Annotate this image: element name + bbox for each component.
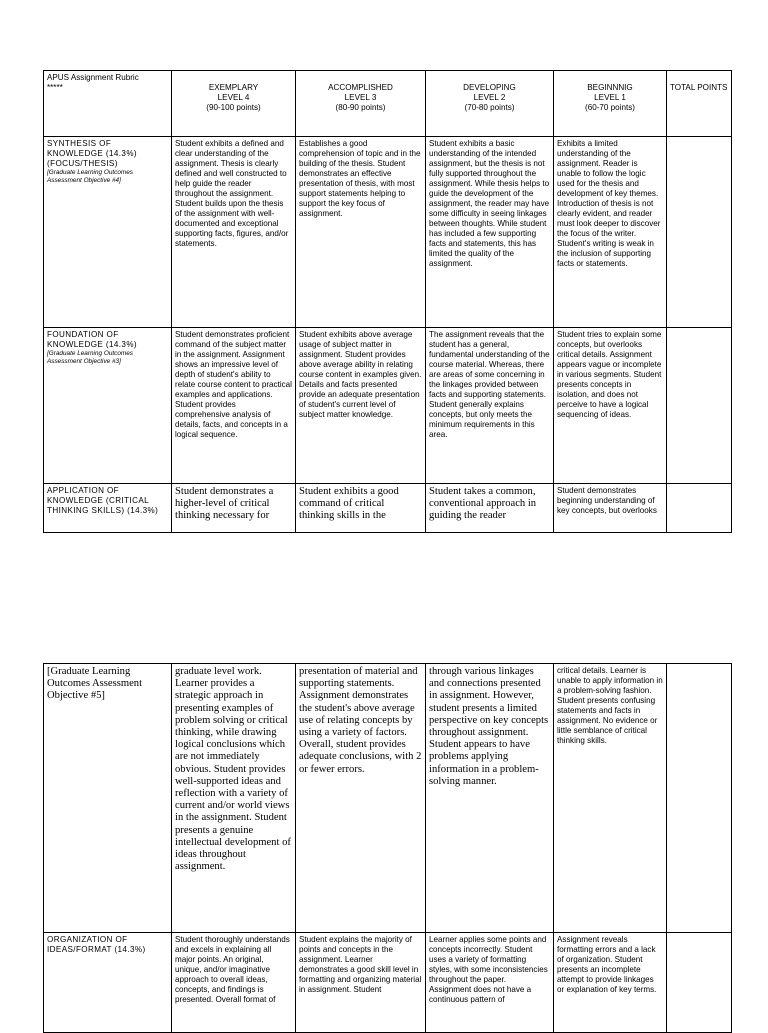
level-number: LEVEL 2: [473, 93, 506, 102]
header-level-3: [296, 71, 426, 137]
cell-level-2: Student exhibits a basic understanding of the intended assignment, but the thesis is not fully supported throughout the assignment. While thesis helps to guide the development of the assignment, the reader may have some difficulty in seeing linkages between thoughts. While student has included a few supporting facts and statements, this has limited the quality of the assignment.: [426, 137, 554, 328]
cell-level-2: Student takes a common, conventional approach in guiding the reader: [426, 484, 554, 533]
criterion-name: ORGANIZATION OF IDEAS/FORMAT (14.3%): [47, 935, 146, 954]
cell-level-3: Establishes a good comprehension of topic and in the building of the thesis. Student demonstrates an effective presentation of thesis, with most support statements helping to support the key focus of assignment.: [296, 137, 426, 328]
cell-level-2: The assignment reveals that the student has a general, fundamental understanding of the course material. Whereas, there are areas of some concerning in the linkages provided between facts and supporting statements. Student generally explains concepts, but only meets the minimum requirements in this area.: [426, 328, 554, 484]
criterion-label: [44, 137, 172, 328]
cell-level-3: presentation of material and supporting statements. Assignment demonstrates the student's above average use of relating concepts by using a variety of factors. Overall, student provides adequate conclusions, with 2 or fewer errors.: [296, 664, 426, 933]
cell-total-points[interactable]: [667, 328, 732, 484]
criterion-row-application-continued: [44, 664, 732, 933]
cell-level-1: critical details. Learner is unable to apply information in a problem-solving fashion. Student presents confusing statements and facts in assignment. No evidence or little semblance of critical thinking skills.: [554, 664, 667, 933]
header-total-points: TOTAL POINTS: [667, 71, 732, 137]
cell-total-points[interactable]: [667, 664, 732, 933]
cell-level-4: Student demonstrates proficient command of the subject matter in the assignment. Assignment shows an impressive level of depth of student's ability to relate course content to practical examples and applications. Student provides comprehensive analysis of details, facts, and concepts in a logical sequence.: [172, 328, 296, 484]
criterion-row-application: [44, 484, 732, 533]
level-name: EXEMPLARY: [208, 83, 259, 92]
criterion-objective: [Graduate Learning Outcomes Assessment Objective #5]: [44, 664, 172, 933]
level-number: LEVEL 4: [217, 93, 250, 102]
criterion-label: [44, 328, 172, 484]
cell-level-1: Student demonstrates beginning understanding of key concepts, but overlooks: [554, 484, 667, 533]
criterion-label: [44, 484, 172, 533]
rubric-title-mark: *****: [47, 83, 63, 92]
criterion-name: FOUNDATION OF KNOWLEDGE (14.3%): [47, 330, 138, 349]
criterion-name: SYNTHESIS OF KNOWLEDGE (14.3%) (FOCUS/THESIS): [47, 139, 138, 168]
cell-level-4: Student demonstrates a higher-level of critical thinking necessary for: [172, 484, 296, 533]
cell-level-3: Student exhibits above average usage of subject matter in assignment. Student provides above average ability in relating course content in examples given. Details and facts presented provide an adequate presentation of student's current level of subject matter knowledge.: [296, 328, 426, 484]
cell-level-2: through various linkages and connections presented in assignment. However, student presents a limited perspective on key concepts throughout assignment. Student appears to have problems applying information in a problem-solving manner.: [426, 664, 554, 933]
cell-level-4: graduate level work. Learner provides a strategic approach in presenting examples of problem solving or critical thinking, while drawing logical conclusions which are not immediately obvious. Student provides well-supported ideas and reflection with a variety of current and/or world views in the assignment. Student presents a genuine intellectual development of ideas throughout assignment.: [172, 664, 296, 933]
level-points: (70-80 points): [464, 103, 515, 112]
criterion-row-organization: [44, 933, 732, 1033]
cell-level-3: Student exhibits a good command of critical thinking skills in the: [296, 484, 426, 533]
cell-level-4: Student exhibits a defined and clear understanding of the assignment. Thesis is clearly defined and well constructed to help guide the reader throughout the assignment. Student builds upon the thesis of the assignment with well-documented and exceptional supporting facts, figures, and/or statements.: [172, 137, 296, 328]
header-level-1: [554, 71, 667, 137]
cell-total-points[interactable]: [667, 137, 732, 328]
level-number: LEVEL 1: [594, 93, 626, 102]
rubric-table-top: [43, 70, 732, 533]
rubric-title: APUS Assignment Rubric: [47, 73, 139, 82]
criterion-label: [44, 933, 172, 1033]
level-points: (80-90 points): [335, 103, 386, 112]
cell-level-3: Student explains the majority of points and concepts in the assignment. Learner demonstrates a good skill level in formatting and organizing material in assignment. Student: [296, 933, 426, 1033]
header-level-2: [426, 71, 554, 137]
cell-total-points[interactable]: [667, 484, 732, 533]
cell-level-1: Assignment reveals formatting errors and a lack of organization. Student presents an incomplete attempt to provide linkages or explanation of key terms.: [554, 933, 667, 1033]
rubric-table-bottom: [43, 663, 732, 1033]
level-points: (60-70 points): [585, 103, 635, 112]
header-level-4: [172, 71, 296, 137]
level-points: (90-100 points): [206, 103, 261, 112]
level-name: DEVELOPING: [463, 83, 516, 92]
level-name: BEGINNNIG: [587, 83, 633, 92]
header-row: [44, 71, 732, 137]
cell-level-1: Student tries to explain some concepts, but overlooks critical details. Assignment appears vague or incomplete in various segments. Student presents concepts in isolation, and does not perceive to have a logical sequencing of ideas.: [554, 328, 667, 484]
rubric-title-cell: [44, 71, 172, 137]
criterion-name: APPLICATION OF KNOWLEDGE (CRITICAL THINKING SKILLS) (14.3%): [47, 486, 159, 515]
criterion-row-synthesis: [44, 137, 732, 328]
cell-level-1: Exhibits a limited understanding of the assignment. Reader is unable to follow the logic used for the thesis and development of key themes. Introduction of thesis is not clearly evident, and reader must look deeper to discover the focus of the writer. Student's writing is weak in the inclusion of supporting facts or statements.: [554, 137, 667, 328]
cell-total-points[interactable]: [667, 933, 732, 1033]
level-number: LEVEL 3: [344, 93, 377, 102]
criterion-row-foundation: [44, 328, 732, 484]
level-name: ACCOMPLISHED: [328, 83, 393, 92]
criterion-objective: [Graduate Learning Outcomes Assessment Objective #4]: [47, 169, 133, 184]
cell-level-4: Student thoroughly understands and excels in explaining all major points. An original, unique, and/or imaginative approach to overall ideas, concepts, and findings is presented. Overall format of: [172, 933, 296, 1033]
criterion-objective: [Graduate Learning Outcomes Assessment Objective #3]: [47, 350, 133, 365]
cell-level-2: Learner applies some points and concepts incorrectly. Student uses a variety of formatting styles, with some inconsistencies throughout the paper. Assignment does not have a continuous pattern of: [426, 933, 554, 1033]
